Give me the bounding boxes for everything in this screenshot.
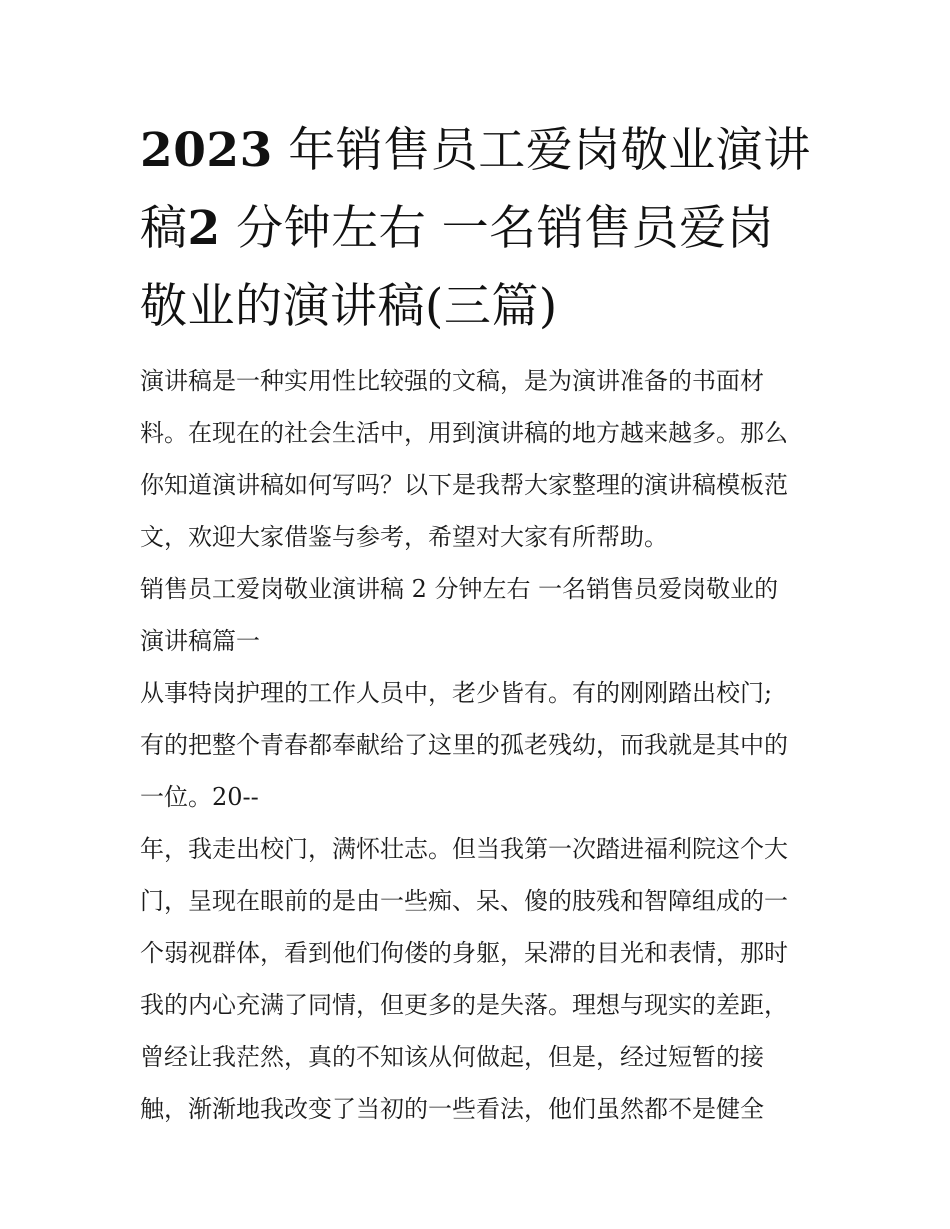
document-body <box>140 355 820 1135</box>
intro-line: 你知道演讲稿如何写吗？以下是我帮大家整理的演讲稿模板范 <box>140 471 788 499</box>
body-line: 一位。20-- <box>140 783 259 811</box>
body-line: 触，渐渐地我改变了当初的一些看法，他们虽然都不是健全 <box>140 1095 764 1123</box>
title-text-1: 年销售员工爱岗敬业演讲稿 <box>140 123 811 256</box>
body-line: 我的内心充满了同情，但更多的是失落。理想与现实的差距， <box>140 991 788 1019</box>
body-line: 从事特岗护理的工作人员中，老少皆有。有的刚刚踏出校门; <box>140 679 773 707</box>
body-line: 门，呈现在眼前的是由一些痴、呆、傻的肢残和智障组成的一 <box>140 887 788 915</box>
section-heading-line: 销售员工爱岗敬业演讲稿 2 分钟左右 一名销售员爱岗敬业的 <box>140 575 779 603</box>
body-line: 曾经让我茫然，真的不知该从何做起，但是，经过短暂的接 <box>140 1043 764 1071</box>
title-text-2: 分钟左右 一名销售员爱岗敬业的演讲稿(三篇) <box>140 201 775 334</box>
body-line: 个弱视群体，看到他们佝偻的身躯，呆滞的目光和表情，那时 <box>140 939 788 967</box>
document-title <box>140 112 820 346</box>
title-year: 2023 <box>140 123 273 178</box>
body-line: 有的把整个青春都奉献给了这里的孤老残幼，而我就是其中的 <box>140 731 788 759</box>
section-heading-line: 演讲稿篇一 <box>140 627 260 655</box>
title-number: 2 <box>187 201 221 256</box>
section-heading <box>140 563 820 667</box>
intro-line: 料。在现在的社会生活中，用到演讲稿的地方越来越多。那么 <box>140 419 788 447</box>
intro-line: 文，欢迎大家借鉴与参考，希望对大家有所帮助。 <box>140 523 668 551</box>
body-paragraph <box>140 667 820 1135</box>
intro-line: 演讲稿是一种实用性比较强的文稿，是为演讲准备的书面材 <box>140 367 764 395</box>
body-line: 年，我走出校门，满怀壮志。但当我第一次踏进福利院这个大 <box>140 835 788 863</box>
intro-paragraph <box>140 355 820 563</box>
